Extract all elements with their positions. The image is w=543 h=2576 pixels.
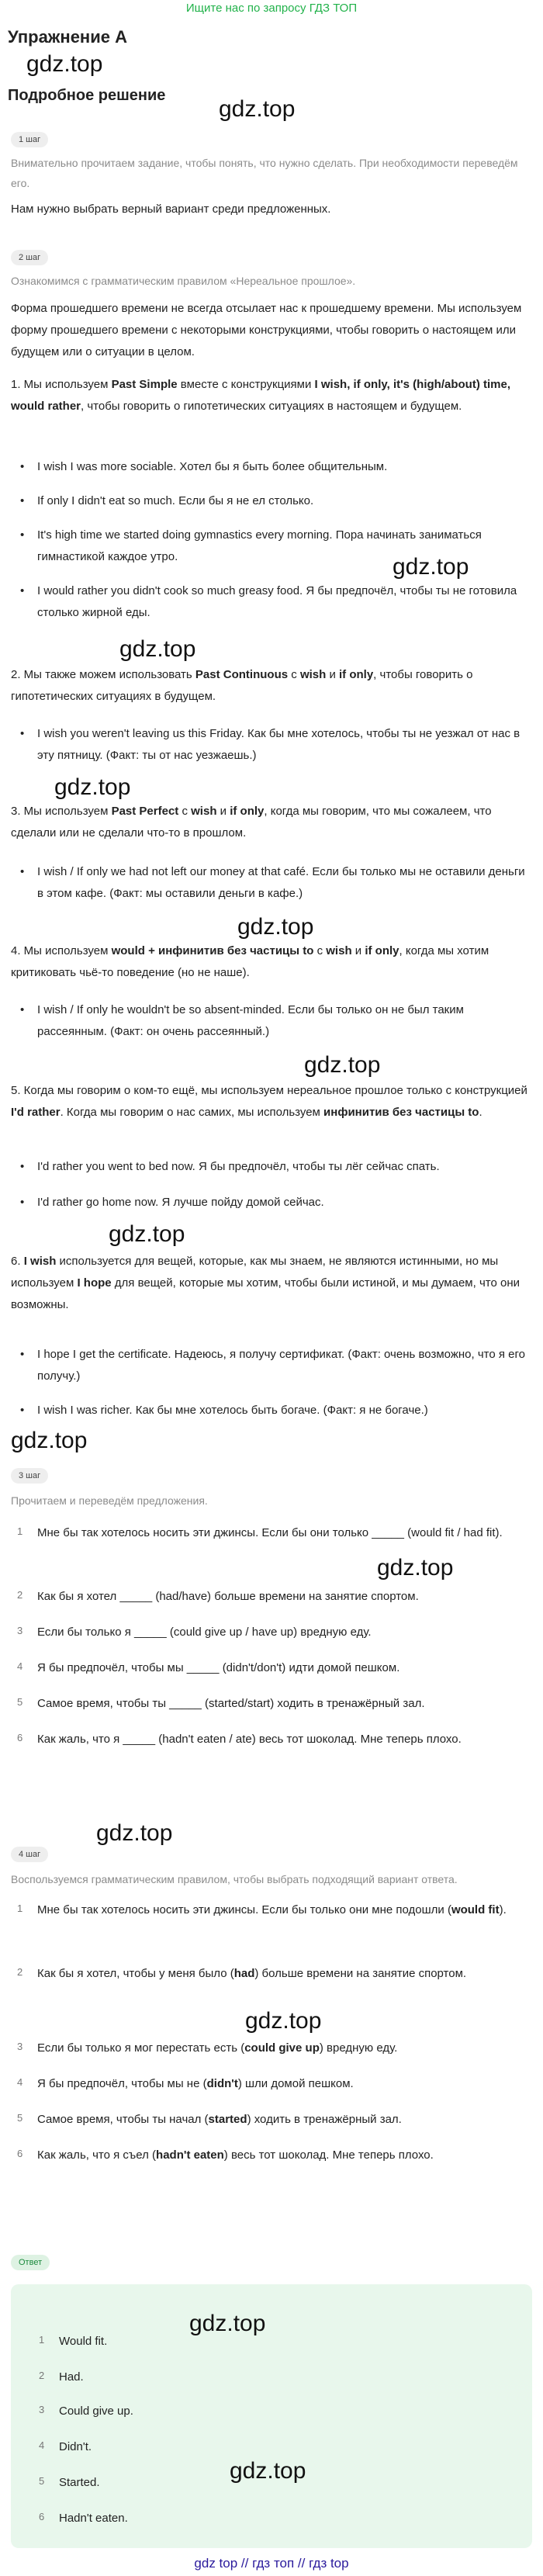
example-item: • I wish you weren't leaving us this Friday. Как бы мне хотелось, чтобы ты не уезжал от нас в эту пятницу. (Факт: ты от нас уезжаешь.) [37, 723, 527, 767]
solution-heading: Подробное решение [8, 87, 166, 104]
watermark: gdz.top [119, 636, 196, 662]
answer-badge: Ответ [11, 2255, 50, 2270]
rule-2: 2. Мы также можем использовать Past Continuous с wish и if only, чтобы говорить о гипотетических ситуациях в будущем. [11, 668, 473, 703]
answer-item: 1 Would fit. [39, 2334, 108, 2348]
exercise-item: 1 Мне бы так хотелось носить эти джинсы. Если бы они только _____ (would fit / had fit). [17, 1525, 503, 1539]
watermark: gdz.top [26, 51, 103, 77]
rule-4: 4. Мы используем would + инфинитив без частицы to с wish и if only, когда мы хотим критиковать чьё-то поведение (но не наше). [11, 944, 489, 979]
watermark: gdz.top [377, 1555, 454, 1581]
step-hint: Ознакомимся с грамматическим правилом «Нереальное прошлое». [11, 275, 356, 287]
example-item: • I wish / If only he wouldn't be so absent-minded. Если бы только он не был таким рассеянным. (Факт: он очень рассеянный.) [37, 999, 527, 1043]
exercise-item: 6 Как жаль, что я _____ (hadn't eaten / ate) весь тот шоколад. Мне теперь плохо. [17, 1732, 462, 1746]
exercise-item: 2 Как бы я хотел _____ (had/have) больше времени на занятие спортом. [17, 1589, 419, 1603]
example-item: • I hope I get the certificate. Надеюсь, я получу сертификат. (Факт: очень возможно, что я его получу.) [37, 1344, 527, 1387]
watermark: gdz.top [219, 96, 296, 122]
step-badge: 3 шаг [11, 1468, 48, 1484]
solution-item: 5 Самое время, чтобы ты начал (started) ходить в тренажёрный зал. [17, 2112, 402, 2126]
rule-1: 1. Мы используем Past Simple вместе с конструкциями I wish, if only, it's (high/about) time, would rather, чтобы говорить о гипотетических ситуациях в настоящем и будущем. [11, 378, 510, 413]
watermark: gdz.top [245, 2008, 322, 2034]
solution-item: 2 Как бы я хотел, чтобы у меня было (had) больше времени на занятие спортом. [17, 1966, 467, 1980]
example-item: • I wish / If only we had not left our money at that café. Если бы только мы не оставили деньги в этом кафе. (Факт: мы оставили деньги в кафе.) [37, 861, 527, 905]
watermark: gdz.top [189, 2311, 266, 2336]
step-text: Нам нужно выбрать верный вариант среди предложенных. [11, 203, 331, 216]
search-banner[interactable]: Ищите нас по запросу ГДЗ ТОП [185, 2, 358, 15]
step-badge: 2 шаг [11, 250, 48, 265]
solution-item: 6 Как жаль, что я съел (hadn't eaten) весь тот шоколад. Мне теперь плохо. [17, 2148, 434, 2162]
step-hint: Прочитаем и переведём предложения. [11, 1494, 208, 1507]
example-item: • If only I didn't eat so much. Если бы я не ел столько. [37, 490, 527, 512]
watermark: gdz.top [96, 1820, 173, 1846]
example-item: • I'd rather you went to bed now. Я бы предпочёл, чтобы ты лёг сейчас спать. [37, 1156, 527, 1178]
answer-item: 2 Had. [39, 2370, 84, 2384]
answer-item: 5 Started. [39, 2475, 100, 2489]
answer-item: 4 Didn't. [39, 2439, 92, 2453]
watermark: gdz.top [230, 2458, 306, 2484]
rule-6: 6. I wish используется для вещей, которые, как мы знаем, не являются истинными, но мы используем I hope для вещей, которые мы хотим, чтобы были истиной, и мы думаем, что они возможны. [11, 1255, 520, 1311]
watermark: gdz.top [11, 1428, 88, 1453]
example-item: • I'd rather go home now. Я лучше пойду домой сейчас. [37, 1192, 527, 1214]
exercise-item: 5 Самое время, чтобы ты _____ (started/start) ходить в тренажёрный зал. [17, 1696, 425, 1710]
example-item: • It's high time we started doing gymnastics every morning. Пора начинать заниматься гимнастикой каждое утро. [37, 525, 527, 568]
exercise-item: 3 Если бы только я _____ (could give up / have up) вредную еду. [17, 1625, 372, 1639]
step-hint: Воспользуемся грамматическим правилом, чтобы выбрать подходящий вариант ответа. [11, 1873, 458, 1885]
answer-item: 6 Hadn't eaten. [39, 2511, 128, 2525]
watermark: gdz.top [109, 1221, 185, 1247]
watermark: gdz.top [54, 774, 131, 800]
step-badge: 1 шаг [11, 132, 48, 147]
watermark: gdz.top [237, 914, 314, 940]
rule-intro: Форма прошедшего времени не всегда отсылает нас к прошедшему времени. Мы используем форму прошедшего времени с некоторыми конструкциями, чтобы говорить о настоящем или будущем или о ситуации в целом. [11, 302, 522, 358]
answer-item: 3 Could give up. [39, 2404, 133, 2418]
solution-item: 3 Если бы только я мог перестать есть (could give up) вредную еду. [17, 2041, 398, 2055]
step-badge: 4 шаг [11, 1847, 48, 1862]
solution-item: 1 Мне бы так хотелось носить эти джинсы. Если бы только они мне подошли (would fit). [17, 1903, 507, 1916]
page-title: Упражнение A [8, 27, 127, 47]
watermark: gdz.top [393, 554, 469, 580]
footer-links[interactable]: gdz top // гдз топ // гдз top [194, 2556, 349, 2571]
example-item: • I wish I was more sociable. Хотел бы я быть более общительным. [37, 456, 527, 478]
rule-3: 3. Мы используем Past Perfect с wish и if only, когда мы говорим, что мы сожалеем, что сделали или не сделали что-то в прошлом. [11, 805, 492, 840]
rule-5: 5. Когда мы говорим о ком-то ещё, мы используем нереальное прошлое только с конструкцией I'd rather. Когда мы говорим о нас самих, мы используем инфинитив без частицы to. [11, 1084, 527, 1119]
example-item: • I wish I was richer. Как бы мне хотелось быть богаче. (Факт: я не богаче.) [37, 1400, 527, 1421]
exercise-item: 4 Я бы предпочёл, чтобы мы _____ (didn't/don't) идти домой пешком. [17, 1660, 400, 1674]
step-hint: Внимательно прочитаем задание, чтобы понять, что нужно сделать. При необходимости переведём его. [11, 157, 518, 189]
watermark: gdz.top [304, 1052, 381, 1078]
solution-item: 4 Я бы предпочёл, чтобы мы не (didn't) шли домой пешком. [17, 2076, 354, 2090]
example-item: • I would rather you didn't cook so much greasy food. Я бы предпочёл, чтобы ты не готовила столько жирной еды. [37, 580, 527, 624]
